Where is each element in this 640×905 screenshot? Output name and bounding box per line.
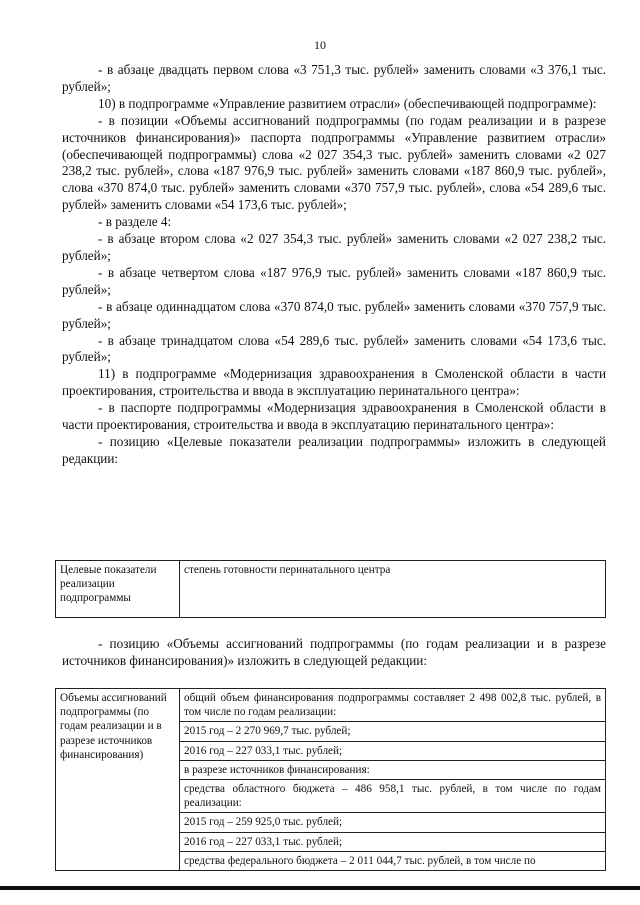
table-value-line: 2015 год – 259 925,0 тыс. рублей; [180,813,606,832]
table-row [56,689,606,722]
table-label-cell: Объемы ассигнований подпрограммы (по годам реализации и в разрезе источников финансирования) [56,689,180,871]
table-row [56,561,606,618]
paragraph: - в абзаце тринадцатом слова «54 289,6 тыс. рублей» заменить словами «54 173,6 тыс. рублей»; [62,332,606,365]
table-value-line: 2016 год – 227 033,1 тыс. рублей; [180,741,606,760]
table-value-line: в разрезе источников финансирования: [180,760,606,779]
paragraph: 10) в подпрограмме «Управление развитием отрасли» (обеспечивающей подпрограмме): [98,95,597,111]
table-value-line: 2015 год – 2 270 969,7 тыс. рублей; [180,722,606,741]
funding-table [55,688,606,871]
page-number: 10 [314,38,326,52]
bottom-rule [0,886,640,890]
table-value-line: 2016 год – 227 033,1 тыс. рублей; [180,832,606,851]
table-value-line: средства федерального бюджета – 2 011 044,7 тыс. рублей, в том числе по [180,851,606,870]
paragraph: - в паспорте подпрограммы «Модернизация здравоохранения в Смоленской области в части проектирования, строительства и ввода в эксплуатацию перинатального центра»: [62,400,606,433]
table-value-cell: степень готовности перинатального центра [180,561,606,618]
paragraph: - в разделе 4: [98,214,172,230]
body-text [62,62,606,468]
paragraph: - в абзаце четвертом слова «187 976,9 тыс. рублей» заменить словами «187 860,9 тыс. рублей»; [62,264,606,297]
paragraph: 11) в подпрограмме «Модернизация здравоохранения в Смоленской области в части проектирования, строительства и ввода в эксплуатацию перинатального центра»: [62,366,606,399]
body-text-2 [62,636,606,670]
paragraph: - в абзаце одиннадцатом слова «370 874,0 тыс. рублей» заменить словами «370 757,9 тыс. рублей»; [62,298,606,331]
paragraph: - в абзаце втором слова «2 027 354,3 тыс. рублей» заменить словами «2 027 238,2 тыс. рублей»; [62,231,606,263]
targets-table [55,560,606,618]
paragraph: - позицию «Целевые показатели реализации подпрограммы» изложить в следующей редакции: [62,433,606,466]
table-value-line: средства областного бюджета – 486 958,1 тыс. рублей, в том числе по годам реализации: [180,780,606,813]
table-label-cell: Целевые показатели реализации подпрограммы [56,561,180,618]
table-value-line: общий объем финансирования подпрограммы составляет 2 498 002,8 тыс. рублей, в том числе по годам реализации: [180,689,606,722]
paragraph: - в абзаце двадцать первом слова «3 751,3 тыс. рублей» заменить словами «3 376,1 тыс. рублей»; [62,62,606,94]
paragraph: - позицию «Объемы ассигнований подпрограммы (по годам реализации и в разрезе источников финансирования)» изложить в следующей редакции: [62,636,606,668]
paragraph: - в позиции «Объемы ассигнований подпрограммы (по годам реализации и в разрезе источников финансирования)» паспорта подпрограммы «Управление развитием отрасли» (обеспечивающей подпрограммы) слова «2 027 354,3 тыс. рублей» заменить словами «2 027 238,2 тыс. рублей», слова «187 976,9 тыс. рублей» заменить словами «187 860,9 тыс. рублей», слова «370 874,0 тыс. рублей» заменить словами «370 757,9 тыс. рублей», слова «54 289,6 тыс. рублей» заменить словами «54 173,6 тыс. рублей»; [62,112,606,213]
